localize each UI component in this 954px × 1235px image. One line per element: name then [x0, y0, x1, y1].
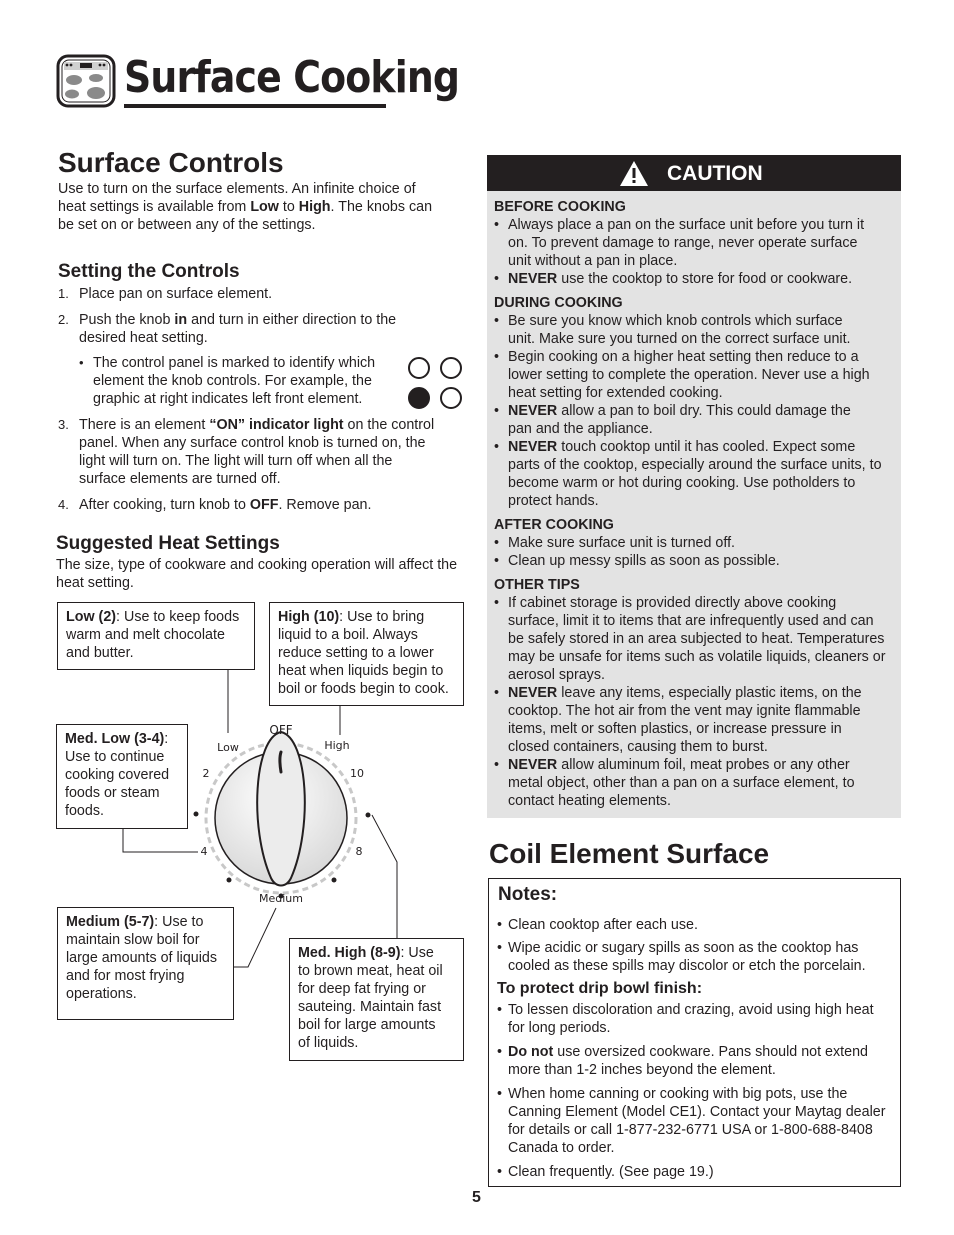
- page-title: Surface Cooking: [124, 52, 460, 103]
- knob-high-label: High: [324, 739, 350, 752]
- surface-controls-heading: Surface Controls: [58, 147, 284, 178]
- other-item-2: • NEVER leave any items, especially plastic items, on the cooktop. The hot air from the vent may ignite flammable items, melt or soften plastics, or increase pressure in closed containers, causing them to burst.: [494, 685, 862, 755]
- warning-icon: [619, 160, 649, 187]
- during-item-3: • NEVER allow a pan to boil dry. This could damage the pan and the appliance.: [494, 403, 851, 437]
- knob-4-label: 4: [200, 845, 208, 858]
- notes-heading: Notes:: [498, 884, 558, 905]
- med-low-setting-box: Med. Low (3-4): Use to continue cooking covered foods or steam foods.: [56, 724, 188, 829]
- knob-low-label: Low: [217, 741, 239, 754]
- notes-content: [497, 916, 897, 1181]
- heat-settings-heading: Suggested Heat Settings: [56, 533, 280, 554]
- before-item-2: • NEVER use the cooktop to store for food or cookware.: [494, 271, 853, 287]
- med-high-setting-box: Med. High (8-9): Use to brown meat, heat oil for deep fat frying or sauteing. Maintain fast boil for large amounts of liquids.: [289, 938, 464, 1061]
- during-cooking-heading: DURING COOKING: [494, 295, 623, 311]
- caution-title: CAUTION: [667, 162, 763, 185]
- during-item-1: • Be sure you know which knob controls which surface unit. Make sure you turned on the correct surface unit.: [494, 313, 851, 347]
- coil-element-heading: Coil Element Surface: [489, 838, 770, 869]
- control-knob-diagram: [180, 718, 390, 908]
- after-cooking-heading: AFTER COOKING: [494, 517, 614, 533]
- knob-10-label: 10: [350, 767, 364, 780]
- other-tips-heading: OTHER TIPS: [494, 577, 580, 593]
- after-item-2: • Clean up messy spills as soon as possible.: [494, 553, 780, 569]
- step-2: 2. Push the knob in and turn in either direction to the desired heat setting.: [58, 312, 397, 346]
- setting-controls-heading: Setting the Controls: [58, 261, 240, 282]
- other-item-3: • NEVER allow aluminum foil, meat probes or any other metal object, other than a pan on a surface element, to contact heating elements.: [494, 757, 855, 809]
- step-4: 4. After cooking, turn knob to OFF. Remove pan.: [58, 497, 372, 513]
- protect-item-3: • When home canning or cooking with big pots, use the Canning Element (Model CE1). Contact your Maytag dealer for details or call 1-877-232-6771 USA or 1-800-688-8408 Canada to order.: [497, 1086, 886, 1156]
- before-cooking-heading: BEFORE COOKING: [494, 199, 626, 215]
- protect-item-4: • Clean frequently. (See page 19.): [497, 1164, 714, 1180]
- drip-bowl-heading: To protect drip bowl finish:: [497, 980, 703, 997]
- high-setting-box: High (10): Use to bring liquid to a boil. Always reduce setting to a lower heat when liquids begin to boil or foods begin to cook.: [269, 602, 464, 706]
- during-item-4: • NEVER touch cooktop until it has cooled. Expect some parts of the cooktop, especially around the surface units, to become warm or hot during cooking. Use potholders to protect hands.: [494, 439, 882, 509]
- before-item-1: • Always place a pan on the surface unit before you turn it on. To prevent damage to range, never operate surface unit without a pan in place.: [494, 217, 865, 269]
- page-number: 5: [472, 1189, 481, 1206]
- other-item-1: • If cabinet storage is provided directly above cooking surface, limit it to items that are infrequently used and can be safely stored in an area subjected to heat. Temperatures may be unsafe for items such as volatile liquids, cleaners or aerosol sprays.: [494, 595, 886, 683]
- caution-content: [494, 198, 898, 810]
- protect-item-2: • Do not use oversized cookware. Pans should not extend more than 1-2 inches beyond the element.: [497, 1044, 868, 1078]
- step-2-note: • The control panel is marked to identify which element the knob controls. For example, the graphic at right indicates left front element.: [79, 355, 376, 407]
- caution-header: [487, 155, 901, 191]
- low-setting-box: Low (2): Use to keep foods warm and melt chocolate and butter.: [57, 602, 255, 670]
- knob-2-label: 2: [202, 767, 210, 780]
- knob-off-label: OFF: [269, 723, 293, 737]
- heat-settings-intro: The size, type of cookware and cooking operation will affect the heat setting.: [56, 557, 458, 591]
- protect-item-1: • To lessen discoloration and crazing, avoid using high heat for long periods.: [497, 1002, 874, 1036]
- step-3: 3. There is an element “ON” indicator light on the control panel. When any surface control knob is turned on, the light will turn on. The light will turn off when all the surface elements are turned off.: [58, 417, 435, 487]
- note-item-2: • Wipe acidic or sugary spills as soon as the cooktop has cooled as these spills may discolor or etch the porcelain.: [497, 940, 866, 974]
- during-item-2: • Begin cooking on a higher heat setting then reduce to a lower setting to complete the operation. Never use a high heat setting for extended cooking.: [494, 349, 870, 401]
- after-item-1: • Make sure surface unit is turned off.: [494, 535, 736, 551]
- step-1: 1. Place pan on surface element.: [58, 286, 273, 302]
- surface-controls-intro: Use to turn on the surface elements. An infinite choice of heat settings is available from Low to High. The knobs can be set on or between any of the settings.: [58, 181, 433, 233]
- note-item-1: • Clean cooktop after each use.: [497, 917, 698, 933]
- medium-setting-box: Medium (5-7): Use to maintain slow boil for large amounts of liquids and for most frying operations.: [57, 907, 234, 1020]
- knob-medium-label: Medium: [259, 892, 303, 905]
- knob-8-label: 8: [355, 845, 363, 858]
